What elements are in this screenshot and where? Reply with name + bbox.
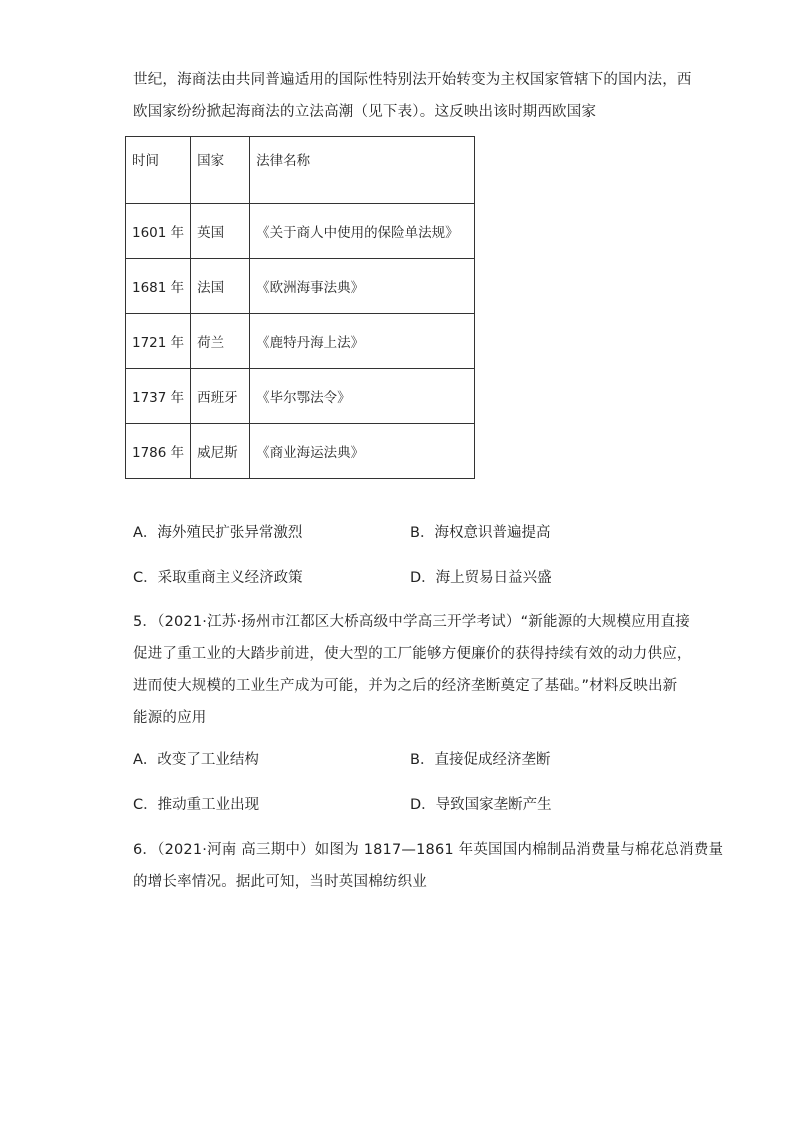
cell-law: 《欧洲海事法典》 [250, 259, 475, 314]
q5-option-d: D．导致国家垄断产生 [410, 797, 552, 813]
q5-stem-line-1: 5．（2021·江苏·扬州市江都区大桥高级中学高三开学考试）“新能源的大规模应用直接 [133, 614, 691, 630]
cell-country: 荷兰 [191, 314, 250, 369]
table-row [126, 314, 475, 369]
q4-option-d: D．海上贸易日益兴盛 [410, 570, 552, 586]
q5-stem-line-2: 促进了重工业的大踏步前进，使大型的工厂能够方便廉价的获得持续有效的动力供应， [133, 646, 692, 662]
cell-country: 西班牙 [191, 369, 250, 424]
header-time: 时间 [126, 137, 191, 204]
q4-option-a: A．海外殖民扩张异常激烈 [133, 525, 303, 541]
table-row [126, 424, 475, 479]
cell-year: 1601 年 [126, 204, 191, 259]
cell-country: 英国 [191, 204, 250, 259]
intro-line-1: 世纪，海商法由共同普遍适用的国际性特别法开始转变为主权国家管辖下的国内法，西 [133, 72, 692, 88]
q5-stem-line-3: 进而使大规模的工业生产成为可能，并为之后的经济垄断奠定了基础。”材料反映出新 [133, 678, 678, 694]
cell-law: 《商业海运法典》 [250, 424, 475, 479]
table-row [126, 259, 475, 314]
cell-year: 1681 年 [126, 259, 191, 314]
cell-year: 1737 年 [126, 369, 191, 424]
cell-year: 1786 年 [126, 424, 191, 479]
q4-option-b: B．海权意识普遍提高 [410, 525, 551, 541]
cell-country: 法国 [191, 259, 250, 314]
cell-law: 《鹿特丹海上法》 [250, 314, 475, 369]
cell-law: 《关于商人中使用的保险单法规》 [250, 204, 475, 259]
intro-line-2: 欧国家纷纷掀起海商法的立法高潮（见下表）。这反映出该时期西欧国家 [133, 104, 597, 120]
q6-stem-line-1: 6．（2021·河南 高三期中）如图为 1817—1861 年英国国内棉制品消费量与棉花总消费量 [133, 842, 724, 858]
q5-stem-line-4: 能源的应用 [133, 710, 207, 726]
q5-option-c: C．推动重工业出现 [133, 797, 260, 813]
q4-option-c: C．采取重商主义经济政策 [133, 570, 303, 586]
maritime-law-table [125, 136, 475, 479]
q5-option-b: B．直接促成经济垄断 [410, 752, 551, 768]
cell-law: 《毕尔鄂法令》 [250, 369, 475, 424]
header-country: 国家 [191, 137, 250, 204]
q5-option-a: A．改变了工业结构 [133, 752, 259, 768]
cell-year: 1721 年 [126, 314, 191, 369]
cell-country: 威尼斯 [191, 424, 250, 479]
q6-stem-line-2: 的增长率情况。据此可知，当时英国棉纺织业 [133, 874, 427, 890]
header-law-name: 法律名称 [250, 137, 475, 204]
table-row [126, 204, 475, 259]
table-header-row [126, 137, 475, 204]
table-row [126, 369, 475, 424]
